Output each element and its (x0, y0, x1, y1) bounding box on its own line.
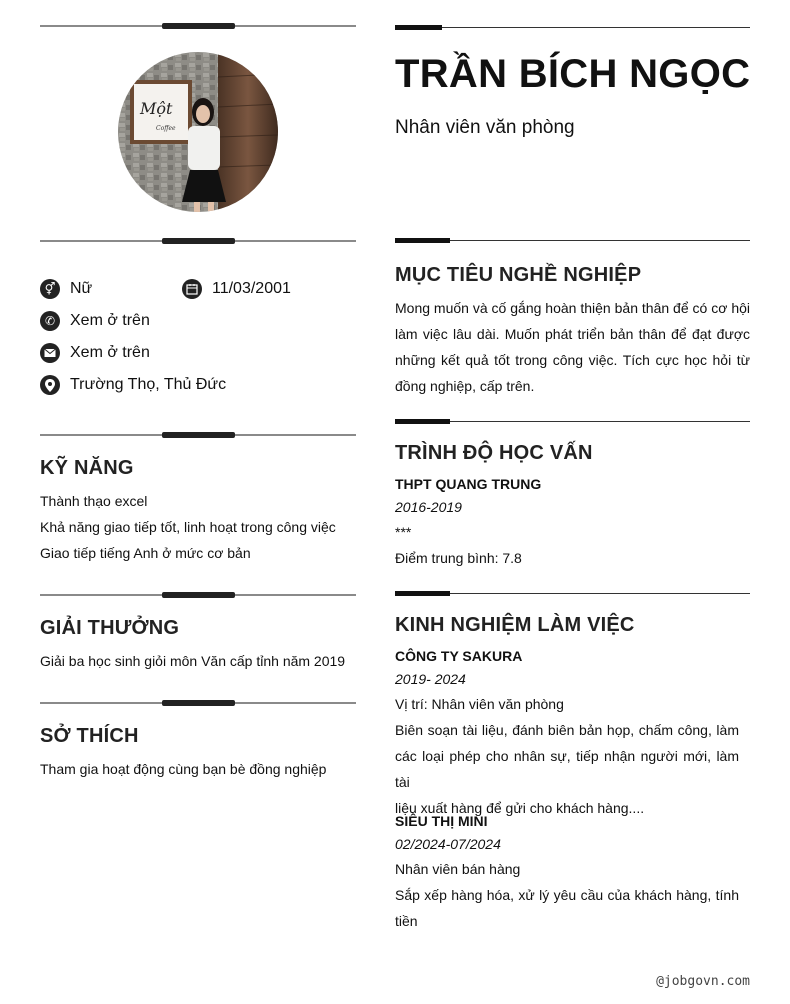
objective-line: những kết quả tốt trong công việc. Tích cực học hỏi từ (395, 352, 750, 368)
right-divider-header (395, 25, 750, 30)
contact-phone (40, 310, 150, 332)
address-value: Trường Thọ, Thủ Đức (70, 376, 227, 393)
job-description (395, 882, 739, 934)
job-desc-line: liệu xuất hàng để gửi cho khách hàng.... (395, 800, 645, 816)
contact-address (40, 374, 226, 396)
skill-item: Thành thạo excel (40, 493, 148, 509)
left-divider-hobbies (40, 700, 356, 706)
job-description (395, 717, 739, 821)
right-divider-experience (395, 591, 750, 596)
job-period: 02/2024-07/2024 (395, 836, 501, 852)
objective-text (395, 295, 750, 399)
experience-title: KINH NGHIỆM LÀM VIỆC (395, 614, 635, 636)
objective-line: đồng nghiệp, cấp trên. (395, 378, 535, 394)
left-divider-top (40, 23, 356, 29)
avatar-sign-text: Một (140, 99, 173, 118)
education-note: *** (395, 524, 412, 540)
hobbies-title: SỞ THÍCH (40, 725, 139, 747)
phone-value: Xem ở trên (70, 312, 150, 329)
job-company: SIÊU THỊ MINI (395, 813, 488, 829)
left-divider-skills (40, 432, 356, 438)
job-period: 2019- 2024 (395, 671, 466, 687)
left-divider-awards (40, 592, 356, 598)
job-position: Nhân viên bán hàng (395, 861, 521, 877)
skill-item: Khả năng giao tiếp tốt, linh hoạt trong công việc (40, 519, 336, 535)
mail-icon (40, 343, 60, 363)
watermark: @jobgovn.com (656, 974, 750, 989)
skill-item: Giao tiếp tiếng Anh ở mức cơ bản (40, 545, 251, 561)
left-divider-contact (40, 238, 356, 244)
job-company: CÔNG TY SAKURA (395, 648, 523, 664)
education-period: 2016-2019 (395, 499, 462, 515)
calendar-icon (182, 279, 202, 299)
education-title: TRÌNH ĐỘ HỌC VẤN (395, 442, 593, 464)
contact-email (40, 342, 150, 364)
award-item: Giải ba học sinh giỏi môn Văn cấp tỉnh năm 2019 (40, 653, 346, 669)
contact-gender (40, 278, 92, 300)
objective-title: MỤC TIÊU NGHỀ NGHIỆP (395, 264, 642, 286)
objective-line: Mong muốn và cố gắng hoàn thiện bản thân để có cơ hội (395, 300, 750, 316)
gender-value: Nữ (70, 280, 93, 297)
awards-title: GIẢI THƯỞNG (40, 617, 180, 639)
right-divider-objective (395, 238, 750, 243)
avatar-photo (118, 52, 278, 212)
skills-title: KỸ NĂNG (40, 457, 134, 479)
education-gpa: Điểm trung bình: 7.8 (395, 550, 522, 566)
candidate-job-title: Nhân viên văn phòng (395, 117, 575, 138)
phone-icon: ✆ (40, 311, 60, 331)
email-value: Xem ở trên (70, 344, 150, 361)
hobby-item: Tham gia hoạt động cùng bạn bè đồng nghiệp (40, 761, 327, 777)
education-school: THPT QUANG TRUNG (395, 476, 542, 492)
location-icon (40, 375, 60, 395)
job-desc-line: tiền (395, 913, 418, 929)
job-desc-line: các loại phép cho nhân sự, tiếp nhận người mới, làm tài (395, 748, 739, 790)
avatar (118, 52, 278, 212)
contact-birthday (182, 278, 291, 300)
avatar-sign-sub: Coffee (156, 125, 176, 132)
candidate-name: TRẦN BÍCH NGỌC (395, 52, 751, 96)
objective-line: làm việc lâu dài. Muốn phát triển bản thân để đạt được (395, 326, 750, 342)
birthday-value: 11/03/2001 (212, 280, 291, 297)
gender-icon: ⚥ (40, 279, 60, 299)
job-desc-line: Biên soạn tài liệu, đánh biên bản họp, chấm công, làm (395, 722, 739, 738)
right-divider-education (395, 419, 750, 424)
job-position: Vị trí: Nhân viên văn phòng (395, 696, 564, 712)
job-desc-line: Sắp xếp hàng hóa, xử lý yêu cầu của khách hàng, tính (395, 887, 739, 903)
